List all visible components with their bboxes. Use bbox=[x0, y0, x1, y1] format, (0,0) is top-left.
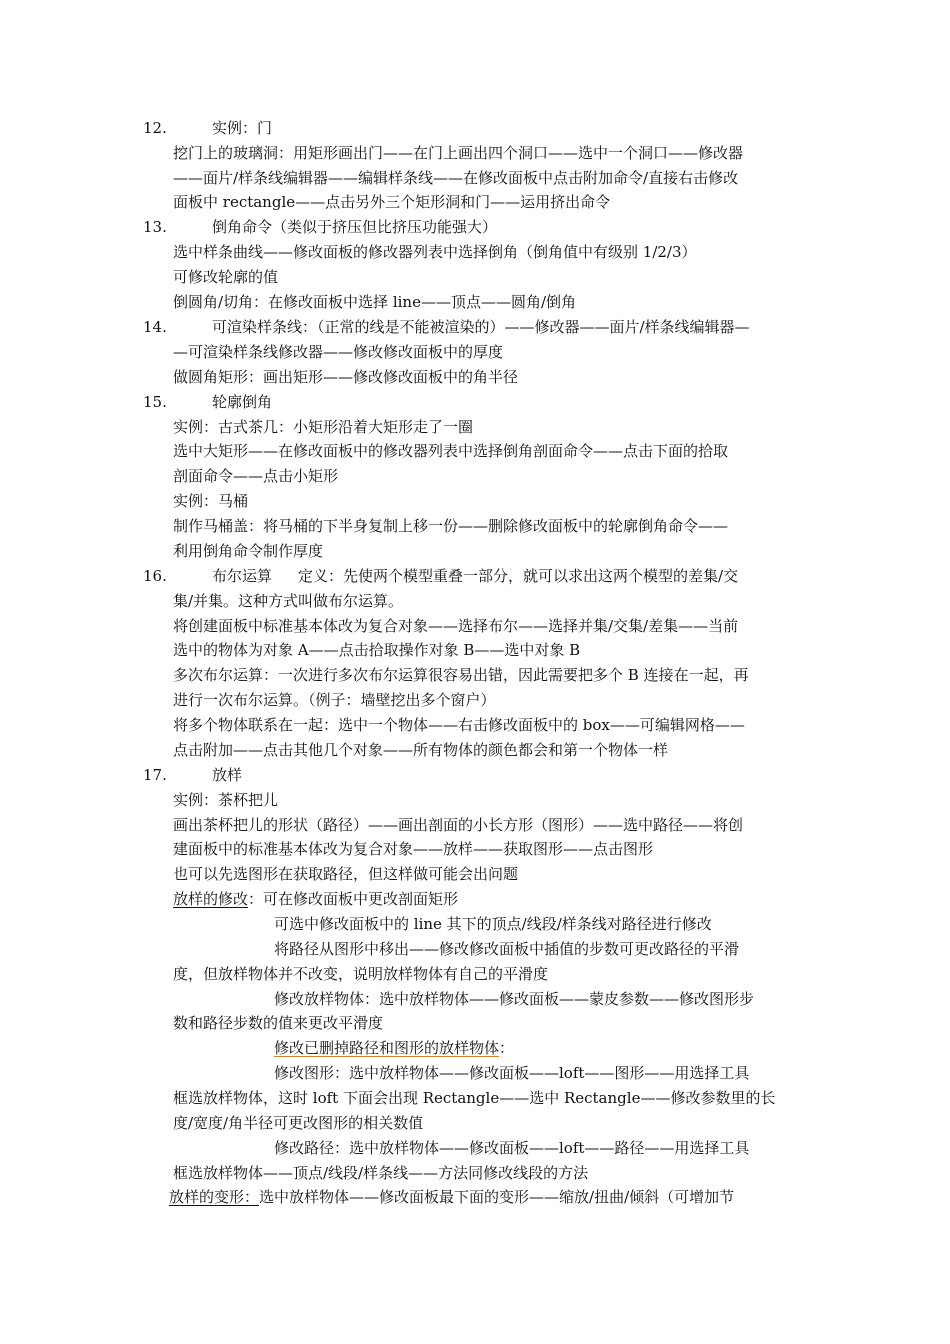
underlined-label: 放样的变形： bbox=[169, 1188, 260, 1206]
text-line: 将路径从图形中移出——修改修改面板中插值的步数可更改路径的平滑 bbox=[274, 940, 740, 958]
text-line bbox=[169, 1185, 734, 1210]
text-line: 实例：茶杯把儿 bbox=[173, 791, 279, 809]
section-title: 可渲染样条线：（正常的线是不能被渲染的）——修改器——面片/样条线编辑器— bbox=[212, 318, 750, 336]
section-number: 14. bbox=[143, 318, 167, 336]
text-line: 修改图形：选中放样物体——修改面板——loft——图形——用选择工具 bbox=[274, 1064, 750, 1082]
text-line: 进行一次布尔运算。（例子：墙壁挖出多个窗户） bbox=[173, 691, 496, 709]
text-span: ：可在修改面板中更改剖面矩形 bbox=[248, 890, 459, 908]
text-line: ——面片/样条线编辑器——编辑样条线——在修改面板中点击附加命令/直接右击修改 bbox=[173, 169, 739, 187]
text-line: 度/宽度/角半径可更改图形的相关数值 bbox=[173, 1114, 424, 1132]
text-line: 可选中修改面板中的 line 其下的顶点/线段/样条线对路径进行修改 bbox=[274, 915, 712, 933]
section-title: 布尔运算 bbox=[212, 567, 273, 585]
section-number: 13. bbox=[143, 218, 167, 236]
text-line: 多次布尔运算：一次进行多次布尔运算很容易出错，因此需要把多个 B 连接在一起，再 bbox=[173, 666, 749, 684]
section-number: 17. bbox=[143, 766, 167, 784]
text-line: 实例：古式茶几：小矩形沿着大矩形走了一圈 bbox=[173, 418, 474, 436]
text-line: 面板中 rectangle——点击另外三个矩形洞和门——运用挤出命令 bbox=[173, 193, 611, 211]
text-span: ： bbox=[499, 1039, 515, 1057]
text-line: 做圆角矩形：画出矩形——修改修改面板中的角半径 bbox=[173, 368, 519, 386]
text-line: 修改路径：选中放样物体——修改面板——loft——路径——用选择工具 bbox=[274, 1139, 750, 1157]
text-line: 框选放样物体——顶点/线段/样条线——方法同修改线段的方法 bbox=[173, 1164, 589, 1182]
text-line: 点击附加——点击其他几个对象——所有物体的颜色都会和第一个物体一样 bbox=[173, 741, 669, 759]
text-line: 画出茶杯把儿的形状（路径）——画出剖面的小长方形（图形）——选中路径——将创 bbox=[173, 816, 744, 834]
text-line: 可修改轮廓的值 bbox=[173, 268, 279, 286]
underlined-label: 修改已删掉路径和图形的放样物体 bbox=[274, 1039, 500, 1057]
text-line: 框选放样物体，这时 loft 下面会出现 Rectangle——选中 Rectangle——修改参数里的长 bbox=[173, 1089, 776, 1107]
section-number: 12. bbox=[143, 119, 167, 137]
text-line: 剖面命令——点击小矩形 bbox=[173, 467, 339, 485]
text-line: 将多个物体联系在一起：选中一个物体——右击修改面板中的 box——可编辑网格—— bbox=[173, 716, 745, 734]
underlined-label: 放样的修改 bbox=[173, 890, 249, 908]
text-line: 倒圆角/切角：在修改面板中选择 line——顶点——圆角/倒角 bbox=[173, 293, 577, 311]
text-line: 利用倒角命令制作厚度 bbox=[173, 542, 324, 560]
text-line: 集/并集。这种方式叫做布尔运算。 bbox=[173, 592, 404, 610]
section-title: 倒角命令（类似于挤压但比挤压功能强大） bbox=[212, 218, 498, 236]
text-line: 将创建面板中标准基本体改为复合对象——选择布尔——选择并集/交集/差集——当前 bbox=[173, 617, 739, 635]
text-line: 挖门上的玻璃洞：用矩形画出门——在门上画出四个洞口——选中一个洞口——修改器 bbox=[173, 144, 744, 162]
text-line: 选中大矩形——在修改面板中的修改器列表中选择倒角剖面命令——点击下面的拾取 bbox=[173, 442, 729, 460]
text-line: 选中的物体为对象 A——点击拾取操作对象 B——选中对象 B bbox=[173, 641, 581, 659]
section-title: 放样 bbox=[212, 766, 243, 784]
text-line: 制作马桶盖：将马桶的下半身复制上移一份——删除修改面板中的轮廓倒角命令—— bbox=[173, 517, 729, 535]
text-line: 实例：马桶 bbox=[173, 492, 249, 510]
section-number: 16. bbox=[143, 567, 167, 585]
text-line bbox=[173, 887, 458, 912]
text-line: 也可以先选图形在获取路径，但这样做可能会出问题 bbox=[173, 865, 519, 883]
section-title: 轮廓倒角 bbox=[212, 393, 273, 411]
text-line bbox=[274, 1036, 514, 1061]
text-span: 选中放样物体——修改面板最下面的变形——缩放/扭曲/倾斜（可增加节 bbox=[259, 1188, 735, 1206]
text-line: 度，但放样物体并不改变，说明放样物体有自己的平滑度 bbox=[173, 965, 549, 983]
text-line: 选中样条曲线——修改面板的修改器列表中选择倒角（倒角值中有级别 1/2/3） bbox=[173, 243, 697, 261]
text-line: —可渲染样条线修改器——修改修改面板中的厚度 bbox=[173, 343, 504, 361]
section-title-line bbox=[212, 564, 738, 589]
text-line: 修改放样物体：选中放样物体——修改面板——蒙皮参数——修改图形步 bbox=[274, 990, 755, 1008]
text-line: 建面板中的标准基本体改为复合对象——放样——获取图形——点击图形 bbox=[173, 840, 654, 858]
text-line: 数和路径步数的值来更改平滑度 bbox=[173, 1014, 384, 1032]
section-number: 15. bbox=[143, 393, 167, 411]
section-title: 实例：门 bbox=[212, 119, 273, 137]
definition-text: 定义：先使两个模型重叠一部分，就可以求出这两个模型的差集/交 bbox=[298, 567, 739, 585]
